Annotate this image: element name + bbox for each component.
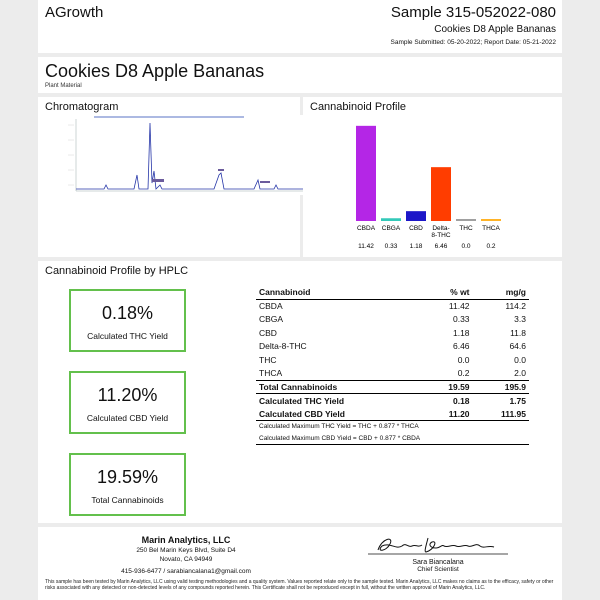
bar-cbda <box>356 126 376 221</box>
table-row <box>256 367 529 381</box>
value-label: 6.46 <box>434 243 448 250</box>
total-mg: 195.9 <box>473 380 529 394</box>
total-cannabinoids-label: Total Cannabinoids <box>91 495 164 505</box>
thc-yield-card <box>69 289 186 352</box>
value-label: 11.42 <box>358 243 374 250</box>
company-name: AGrowth <box>45 4 104 21</box>
note-row <box>256 433 529 445</box>
cell-mg: 11.8 <box>510 327 526 338</box>
cell-name: Delta-8-THC <box>259 341 307 352</box>
thc-yield-label: Calculated THC Yield <box>87 331 168 341</box>
chromatogram-panel <box>38 97 300 257</box>
signer-title: Chief Scientist <box>417 566 459 573</box>
cell-name: CBD <box>259 327 277 338</box>
bar-thca <box>481 219 501 221</box>
cell-name: THC <box>259 354 277 365</box>
cell-pct: 1.18 <box>452 327 470 338</box>
thc-yield-row-label: Calculated THC Yield <box>256 394 423 408</box>
total-label: Total Cannabinoids <box>256 380 423 394</box>
cell-pct: 0.0 <box>457 354 470 365</box>
lab-contact: 415-936-6477 / sarabiancalana1@gmail.com <box>121 568 251 575</box>
total-cannabinoids-value: 19.59% <box>96 467 159 487</box>
cbd-yield-card <box>69 371 186 434</box>
thc-yield-row-pct: 0.18 <box>423 394 473 408</box>
total-row <box>256 380 529 394</box>
bar-delta-8-thc <box>431 167 451 221</box>
bar-cbd <box>406 211 426 221</box>
report-dates: Sample Submitted: 05-20-2022; Report Date: 05-21-2022 <box>390 39 556 46</box>
sample-id: Sample 315-052022-080 <box>390 4 556 21</box>
lab-address-line1: 250 Bel Marin Keys Blvd, Suite D4 <box>136 547 236 554</box>
hplc-panel <box>38 261 562 523</box>
sample-name: Cookies D8 Apple Bananas <box>434 24 556 35</box>
disclaimer: This sample has been tested by Marin Analytics, LLC using valid testing methodologies and a quality system. Values reported relate only to the sample tested. Marin Analytics, LLC makes no claims as to the efficacy, safety or other risks associated with any detected or non-detected levels of any compounds reported herein. This Certificate shall not be reproduced except in full, without the written approval of Marin Analytics, LLC. <box>45 579 554 591</box>
signer-name: Sara Biancalana <box>412 559 464 566</box>
cbd-yield-row-pct: 11.20 <box>448 408 470 419</box>
cell-mg: 64.6 <box>509 341 526 352</box>
cannabinoid-bar-chart <box>303 97 562 257</box>
cbd-formula-note: Calculated Maximum CBD Yield = CBD + 0.877 * CBDA <box>256 433 529 445</box>
category-label: CBDA <box>356 225 376 232</box>
signature-block <box>368 532 508 573</box>
cannabinoid-profile-panel <box>303 97 562 257</box>
cbd-yield-value: 11.20% <box>97 385 158 405</box>
cell-mg: 2.0 <box>514 368 526 378</box>
col-mg-g: mg/g <box>473 286 529 299</box>
lab-name: Marin Analytics, LLC <box>141 535 231 545</box>
category-label: CBD <box>409 225 423 232</box>
value-label: 1.18 <box>409 243 423 250</box>
chromatogram-title: Chromatogram <box>45 101 119 113</box>
table-row <box>256 313 529 327</box>
category-label: 8-THC <box>431 232 451 239</box>
cell-name: CBDA <box>256 299 423 313</box>
lab-info <box>111 535 261 575</box>
product-type: Plant Material <box>45 83 82 89</box>
chromatogram-image <box>64 115 319 195</box>
cell-pct: 0.2 <box>457 368 470 378</box>
cbd-yield-row <box>256 407 529 421</box>
product-panel <box>38 57 562 93</box>
signature-image <box>368 532 508 558</box>
value-label: 0.0 <box>461 243 471 250</box>
cell-mg: 0.0 <box>514 354 526 365</box>
table-row <box>256 353 529 367</box>
note-row <box>256 421 529 433</box>
category-label: CBGA <box>381 225 401 232</box>
table-header-row <box>256 286 529 299</box>
table-row <box>256 299 529 313</box>
cell-mg: 114.2 <box>473 299 529 313</box>
table-row <box>256 326 529 340</box>
category-label: Delta- <box>432 225 450 232</box>
thc-yield-row-mg: 1.75 <box>473 394 529 408</box>
cbd-yield-row-label: Calculated CBD Yield <box>259 408 345 419</box>
cell-name: CBGA <box>259 314 284 325</box>
bar-cbga <box>381 218 401 221</box>
cell-name: THCA <box>259 368 283 378</box>
bar-thc <box>456 219 476 221</box>
hplc-title: Cannabinoid Profile by HPLC <box>45 265 189 277</box>
col-pct-wt: % wt <box>423 286 473 299</box>
total-pct: 19.59 <box>423 380 473 394</box>
category-label: THCA <box>482 225 500 232</box>
thc-yield-value: 0.18% <box>101 303 154 323</box>
category-label: THC <box>459 225 473 232</box>
report-footer <box>38 527 562 600</box>
report-header <box>38 0 562 53</box>
cannabinoid-table <box>256 286 529 445</box>
cell-mg: 3.3 <box>514 314 526 325</box>
cbd-yield-label: Calculated CBD Yield <box>86 413 169 423</box>
cell-pct: 0.33 <box>452 314 470 325</box>
cbd-yield-row-mg: 111.95 <box>500 408 526 419</box>
profile-title: Cannabinoid Profile <box>310 101 407 113</box>
cell-pct: 6.46 <box>452 341 470 352</box>
total-cannabinoids-card <box>69 453 186 516</box>
lab-address-line2: Novato, CA 94949 <box>159 556 213 563</box>
thc-formula-note: Calculated Maximum THC Yield = THC + 0.877 * THCA <box>256 421 529 433</box>
table-row <box>256 340 529 354</box>
value-label: 0.33 <box>384 243 398 250</box>
cell-pct: 11.42 <box>423 299 473 313</box>
value-label: 0.2 <box>486 243 496 250</box>
thc-yield-row <box>256 394 529 408</box>
col-cannabinoid: Cannabinoid <box>256 286 423 299</box>
product-name: Cookies D8 Apple Bananas <box>45 61 265 81</box>
